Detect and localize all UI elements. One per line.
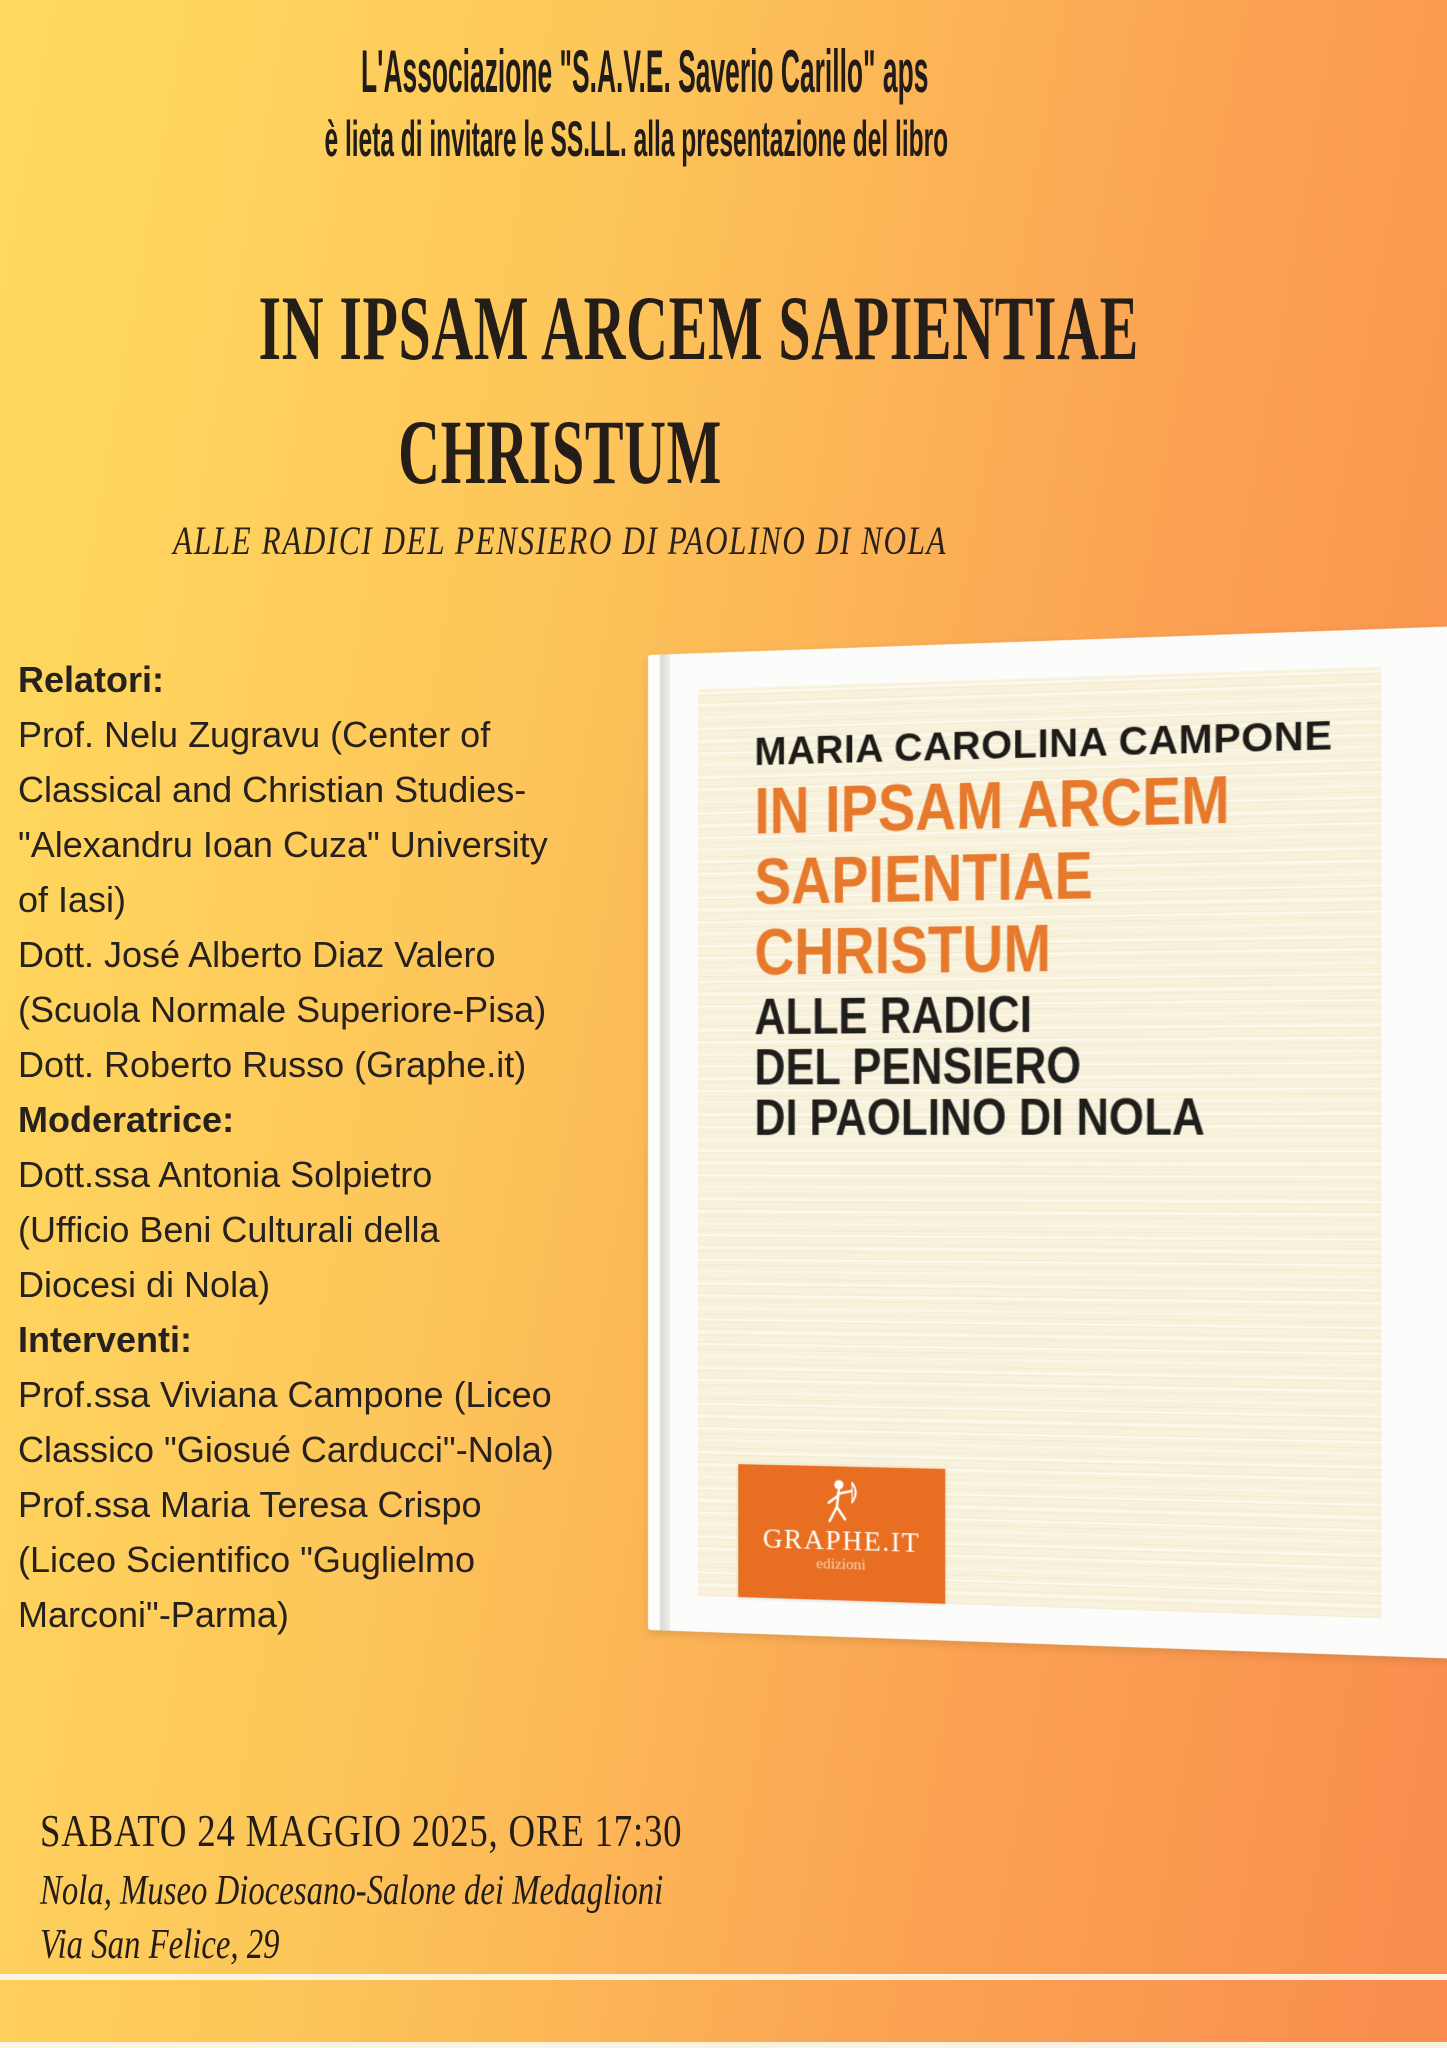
speaker-line: Prof.ssa Maria Teresa Crispo [18, 1484, 482, 1525]
speaker-line: Diocesi di Nola) [18, 1264, 271, 1305]
divider-line-top [0, 1974, 1447, 1980]
event-venue: Nola, Museo Diocesano-Salone dei Medaglioni [40, 1868, 664, 1914]
book-title-line2: CHRISTUM [398, 401, 722, 503]
event-address: Via San Felice, 29 [40, 1922, 280, 1968]
event-details [40, 1806, 843, 1972]
speaker-line: Dott. Roberto Russo (Graphe.it) [18, 1044, 527, 1085]
association-name [0, 40, 1120, 104]
publisher-tagline: edizioni [816, 1556, 866, 1574]
cover-title [754, 760, 1381, 988]
speaker-line: Dott.ssa Antonia Solpietro [18, 1154, 433, 1195]
speaker-line: Prof. Nelu Zugravu (Center of [18, 714, 491, 755]
divider-line-bottom [0, 2042, 1447, 2048]
speaker-line: (Liceo Scientifico "Guglielmo [18, 1539, 475, 1580]
speakers-heading-relatori: Relatori: [18, 659, 165, 700]
invitation-line-text: è lieta di invitare le SS.LL. alla presentazione del libro [324, 111, 949, 167]
speaker-line: Dott. José Alberto Diaz Valero [18, 934, 496, 975]
title-block [0, 277, 1139, 564]
invitation-line [0, 112, 1120, 166]
event-datetime: SABATO 24 MAGGIO 2025, ORE 17:30 [40, 1805, 683, 1856]
cover-title-line: SAPIENTIAE [754, 838, 1093, 919]
publisher-logo [738, 1464, 945, 1604]
speaker-line: of Iasi) [18, 879, 127, 920]
cover-subtitle-line: DI PAOLINO DI NOLA [754, 1087, 1205, 1147]
archer-icon [738, 1474, 945, 1528]
cover-subtitle [754, 985, 1381, 1147]
speaker-line: Classico "Giosué Carducci"-Nola) [18, 1429, 554, 1470]
book-title-line1: IN IPSAM ARCEM SAPIENTIAE [258, 277, 1139, 379]
cover-title-line: CHRISTUM [754, 911, 1052, 989]
speaker-line: Prof.ssa Viviana Campone (Liceo [18, 1374, 552, 1415]
cover-subtitle-line: DEL PENSIERO [754, 1036, 1082, 1096]
speaker-line: (Scuola Normale Superiore-Pisa) [18, 989, 547, 1030]
book-front-cover [698, 667, 1382, 1618]
speakers-heading-moderatrice: Moderatrice: [18, 1099, 235, 1140]
cover-subtitle-line: ALLE RADICI [754, 985, 1033, 1046]
book-cover-mockup [648, 626, 1447, 1660]
publisher-name: GRAPHE.IT [762, 1523, 921, 1559]
speaker-line: (Ufficio Beni Culturali della [18, 1209, 440, 1250]
speakers-list [18, 652, 658, 1642]
association-name-text: L'Associazione "S.A.V.E. Saverio Carillo" aps [361, 38, 929, 105]
speaker-line: "Alexandru Ioan Cuza" University [18, 824, 548, 865]
speaker-line: Classical and Christian Studies- [18, 769, 527, 810]
header-block [0, 40, 1120, 166]
cover-author-name: MARIA CAROLINA CAMPONE [754, 714, 1333, 775]
book-subtitle: ALLE RADICI DEL PENSIERO DI PAOLINO DI NOLA [172, 518, 947, 563]
cover-title-line: IN IPSAM ARCEM [754, 762, 1230, 848]
speakers-heading-interventi: Interventi: [18, 1319, 193, 1360]
speaker-line: Marconi"-Parma) [18, 1594, 289, 1635]
